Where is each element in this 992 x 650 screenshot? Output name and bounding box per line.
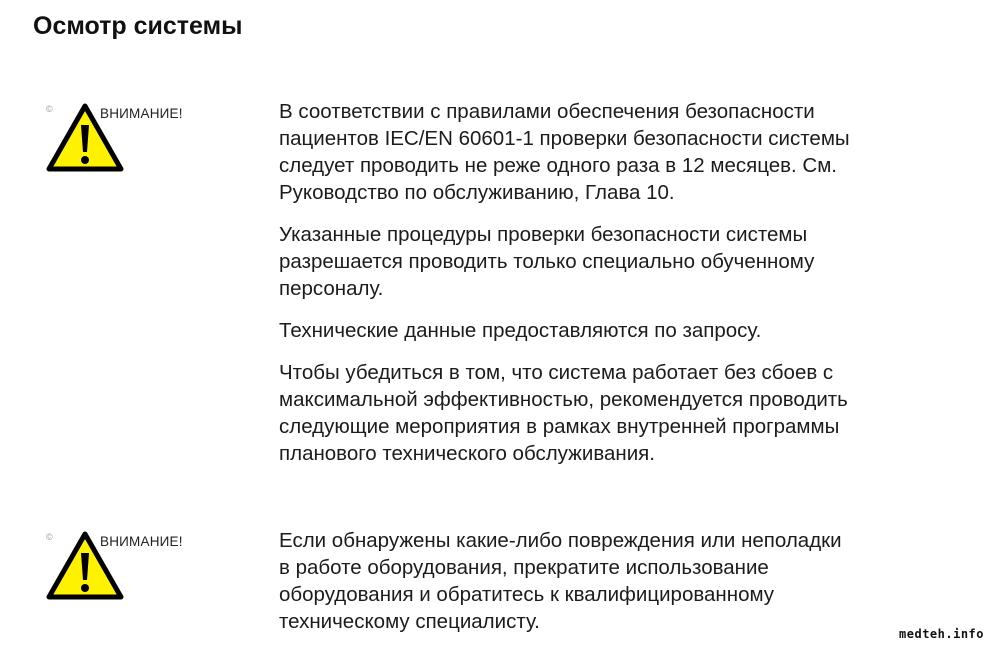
- warning-label: ВНИМАНИЕ!: [100, 106, 183, 121]
- warning-text: [279, 98, 939, 482]
- warning-label: ВНИМАНИЕ!: [100, 534, 183, 549]
- watermark: medteh.info: [899, 627, 984, 641]
- warning-paragraph: Указанные процедуры проверки безопасности системы разрешается проводить только специально обученному персоналу.: [279, 223, 815, 300]
- page-title: Осмотр системы: [33, 12, 243, 40]
- warning-paragraph: Технические данные предоставляются по запросу.: [279, 319, 762, 342]
- warning-text: [279, 527, 939, 650]
- warning-paragraph: Если обнаружены какие-либо повреждения или неполадки в работе оборудования, прекратите использование оборудования и обратитесь к квалифицированному техническому специалисту.: [279, 529, 842, 633]
- warning-paragraph: В соответствии с правилами обеспечения безопасности пациентов IEC/EN 60601-1 проверки безопасности системы следует проводить не реже одного раза в 12 месяцев. См. Руководство по обслуживанию, Глава 10.: [279, 100, 850, 204]
- warning-mark: ©: [46, 104, 53, 114]
- warning-paragraph: Чтобы убедиться в том, что система работает без сбоев с максимальной эффективностью, рекомендуется проводить следующие мероприятия в рамках внутренней программы планового технического обслуживания.: [279, 361, 848, 465]
- warning-mark: ©: [46, 532, 53, 542]
